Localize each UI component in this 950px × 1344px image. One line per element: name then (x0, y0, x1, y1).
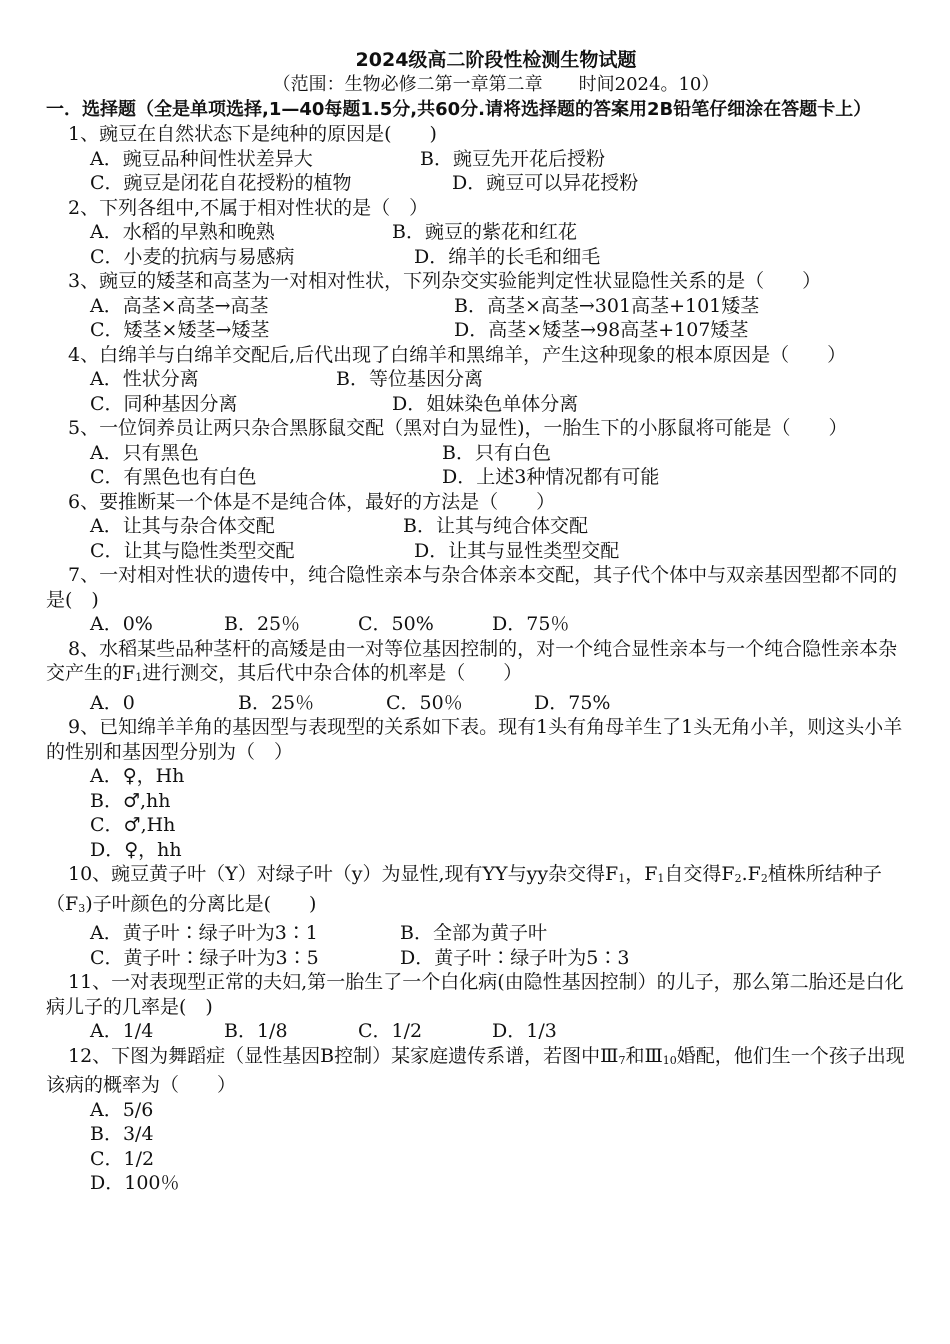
question-8-text-a: 8、水稻某些品种茎杆的高矮是由一对等位基因控制的，对一个纯合显性亲本与一个纯合隐性亲本杂交产生的F (46, 637, 898, 684)
question-6: 6、要推断某一个体是不是纯合体，最好的方法是（ ） (68, 490, 556, 513)
question-7: 7、一对相对性状的遗传中，纯合隐性亲本与杂合体亲本交配，其子代个体中与双亲基因型都不同的是( ) (46, 564, 898, 611)
options-row (46, 1019, 906, 1044)
subscript: 10 (662, 1053, 677, 1067)
subscript: 2 (760, 872, 768, 885)
options-row (46, 220, 906, 245)
question-10 (46, 862, 906, 921)
option-a: A．黄子叶∶绿子叶为3∶1 (90, 922, 318, 944)
options-row (46, 514, 906, 539)
option-c: C．50% (358, 613, 434, 635)
option-a: A．高茎×高茎→高茎 (90, 294, 269, 317)
option-a: A．只有黑色 (90, 441, 199, 464)
options-row (46, 465, 906, 490)
option-c: C．50％ (386, 691, 463, 714)
option-b: B．1/8 (224, 1020, 288, 1042)
options-row (46, 147, 906, 172)
option-b: B．25％ (224, 613, 301, 635)
option-c: C．有黑色也有白色 (90, 466, 257, 488)
option-d: D．豌豆可以异花授粉 (452, 172, 639, 194)
question-9: 9、已知绵羊羊角的基因型与表现型的关系如下表。现有1头有角母羊生了1头无角小羊，则这头小羊的性别和基因型分别为（ ） (46, 716, 903, 763)
options-row (46, 921, 906, 946)
question-11: 11、一对表现型正常的夫妇,第一胎生了一个白化病(由隐性基因控制）的儿子，那么第二胎还是白化病儿子的几率是( ) (46, 971, 904, 1018)
question-8-text-b: 进行测交，其后代中杂合体的机率是（ ） (142, 662, 523, 684)
question-1: 1、豌豆在自然状态下是纯种的原因是( ) (68, 123, 437, 145)
options-row (46, 367, 906, 392)
option-a: A．豌豆品种间性状差异大 (90, 147, 313, 170)
question-12 (46, 1044, 906, 1098)
options-row (46, 294, 906, 319)
option-a: A．0% (90, 613, 153, 635)
question-10-text-c: 自交得F (664, 863, 735, 885)
option-d: D．100％ (90, 1172, 180, 1194)
subscript: 1 (135, 671, 143, 684)
question-10-text-a: 10、豌豆黄子叶（Y）对绿子叶（y）为显性,现有YY与yy杂交得F (68, 863, 619, 885)
option-b: B．♂,hh (90, 789, 171, 812)
option-d: D．姐妹染色单体分离 (392, 392, 579, 415)
exam-title: 2024级高二阶段性检测生物试题 (355, 49, 637, 71)
question-10-text-f: )子叶颜色的分离比是( ) (85, 892, 317, 915)
option-d: D．♀，hh (90, 838, 182, 861)
question-10-text-d: .F (741, 863, 761, 885)
option-d: D．上述3种情况都有可能 (442, 466, 660, 488)
option-b: B．全部为黄子叶 (400, 922, 547, 944)
question-3: 3、豌豆的矮茎和高茎为一对相对性状，下列杂交实验能判定性状显隐性关系的是（ ） (68, 270, 822, 292)
exam-subtitle: （范围：生物必修二第一章第二章 时间2024。10） (272, 74, 720, 95)
option-b: B．高茎×高茎→301高茎+101矮茎 (454, 294, 760, 317)
exam-page (46, 48, 906, 1196)
option-b: B．等位基因分离 (336, 368, 483, 390)
option-b: B．让其与纯合体交配 (403, 515, 588, 537)
option-d: D．黄子叶∶绿子叶为5∶3 (400, 946, 630, 969)
option-b: B．只有白色 (442, 441, 551, 464)
option-c: C．1/2 (358, 1020, 423, 1042)
option-b: B．豌豆先开花后授粉 (420, 147, 605, 170)
option-c: C．小麦的抗病与易感病 (90, 245, 295, 268)
options-row (46, 318, 906, 343)
question-12-text-a: 12、下图为舞蹈症（显性基因B控制）某家庭遗传系谱，若图中Ⅲ (68, 1044, 619, 1067)
option-a: A．性状分离 (90, 368, 199, 390)
section-heading: 一．选择题（全是单项选择,1—40每题1.5分,共60分.请将选择题的答案用2B铅笔仔细涂在答题卡上） (46, 99, 872, 120)
option-b: B．豌豆的紫花和红花 (392, 221, 577, 243)
option-c: C．豌豆是闭花自花授粉的植物 (90, 172, 352, 194)
option-c: C．让其与隐性类型交配 (90, 539, 295, 562)
question-5: 5、一位饲养员让两只杂合黑豚鼠交配（黑对白为显性)，一胎生下的小豚鼠将可能是（ ） (68, 417, 848, 439)
question-4: 4、白绵羊与白绵羊交配后,后代出现了白绵羊和黑绵羊，产生这种现象的根本原因是（ ） (68, 343, 847, 366)
options-row (46, 612, 906, 637)
option-d: D．75% (534, 691, 611, 714)
option-c: C．1/2 (90, 1147, 155, 1170)
question-2: 2、下列各组中,不属于相对性状的是（ ） (68, 196, 429, 219)
question-12-text-c: 婚配，他们生一个孩子出现该病的概率为（ ） (46, 1044, 905, 1096)
option-b: B．25％ (238, 691, 315, 714)
question-12-text-b: 和Ⅲ (625, 1044, 663, 1067)
option-d: D．1/3 (492, 1020, 557, 1042)
question-10-text-b: ，F (625, 863, 658, 885)
subscript: 7 (618, 1053, 626, 1067)
options-row (46, 171, 906, 196)
option-c: C．♂,Hh (90, 814, 176, 836)
option-a: A．0 (90, 691, 135, 714)
option-a: A．水稻的早熟和晚熟 (90, 221, 275, 243)
option-c: C．黄子叶∶绿子叶为3∶5 (90, 946, 319, 969)
options-row (46, 441, 906, 466)
option-d: D．75％ (492, 613, 570, 635)
option-b: B．3/4 (90, 1123, 154, 1145)
subscript: 1 (618, 872, 626, 885)
options-row (46, 539, 906, 564)
subscript: 2 (734, 872, 742, 885)
options-row (46, 245, 906, 270)
options-row (46, 392, 906, 417)
option-d: D．高茎×矮茎→98高茎+107矮茎 (454, 319, 749, 341)
option-c: C．矮茎×矮茎→矮茎 (90, 319, 270, 341)
options-row (46, 691, 906, 716)
option-d: D．让其与显性类型交配 (414, 539, 620, 562)
option-a: A．1/4 (90, 1020, 154, 1042)
question-8 (46, 637, 906, 691)
subscript: 3 (78, 901, 86, 915)
options-row (46, 946, 906, 971)
subscript: 1 (657, 872, 665, 885)
option-a: A．♀，Hh (90, 765, 185, 787)
option-d: D．绵羊的长毛和细毛 (414, 245, 601, 268)
option-a: A．5/6 (90, 1098, 154, 1121)
option-a: A．让其与杂合体交配 (90, 515, 275, 537)
question-10-text-e: 植株所结种子（F (46, 863, 882, 915)
option-c: C．同种基因分离 (90, 392, 238, 415)
